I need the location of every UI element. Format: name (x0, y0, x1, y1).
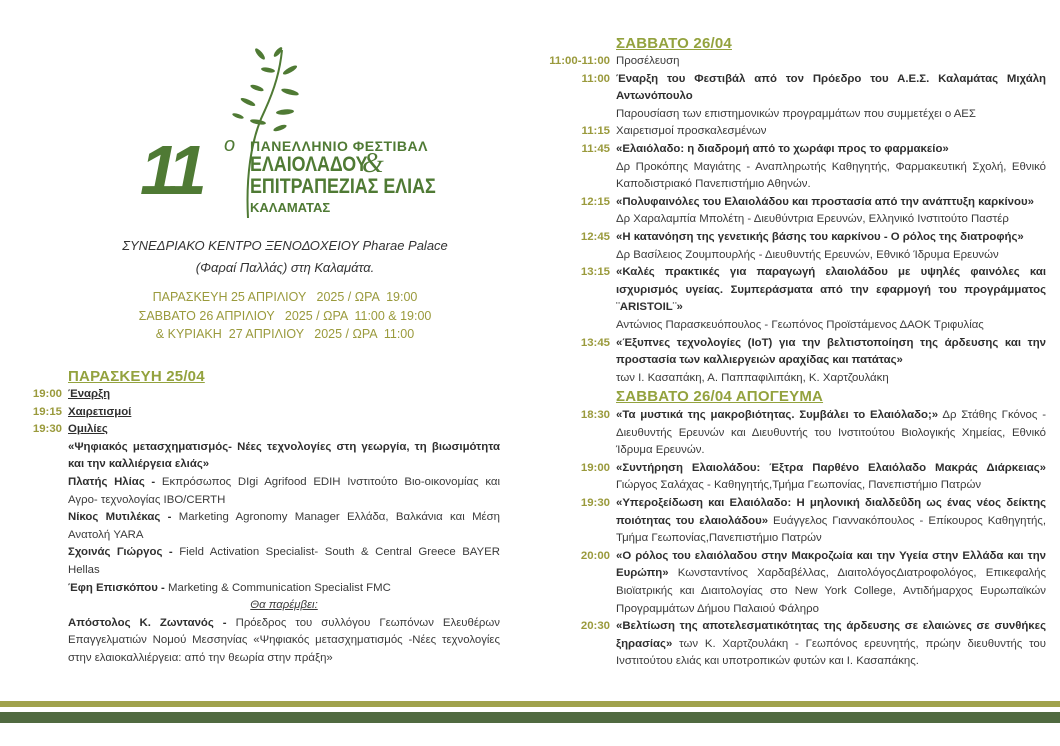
program-row (530, 618, 1046, 671)
logo-line-3: ΕΠΙΤΡΑΠΕΖΙΑΣ ΕΛΙΑΣ (250, 175, 436, 198)
talks-block (68, 439, 500, 668)
speaker: Δρ Προκόπης Μαγιάτης - Αναπληρωτής Καθηγητής, Φαρμακευτική Σχολή, Εθνικό Καποδιστριακό Πανεπιστήμιο Αθηνών. (616, 160, 1046, 191)
item-body (616, 229, 1046, 264)
item-body (616, 71, 1046, 124)
friday-program (24, 386, 500, 668)
talk-title: «Ψηφιακός μετασχηματισμός- Νέες τεχνολογίες στη γεωργία, τη βιωσιμότητα και την καλλιέργεια ελιάς» (68, 440, 500, 471)
venue-line-1: ΣΥΝΕΔΡΙΑΚΟ ΚΕΝΤΡΟ ΞΕΝΟΔΟΧΕΙΟΥ Pharae Palace (122, 238, 448, 253)
logo-ampersand: & (362, 148, 384, 179)
item-label: Χαιρετισμοί (68, 405, 132, 418)
logo-line-2: ΕΛΑΙΟΛΑΔΟΥ (250, 153, 368, 176)
program-row (530, 495, 1046, 548)
event-dates (100, 288, 470, 344)
date-line: ΠΑΡΑΣΚΕΥΗ 25 ΑΠΡΙΛΙΟΥ 2025 / ΩΡΑ 19:00 (152, 290, 418, 304)
speaker-role: Marketing & Communication Specialist FMC (168, 581, 391, 594)
talk-title: «Καλές πρακτικές για παραγωγή ελαιολάδου με υψηλές φαινόλες και ισχυρισμός υγείας. Συμπεράσματα από την εφαρμογή του προγράμματος ¨ARISTOIL¨» (616, 266, 1046, 314)
program-row (530, 71, 1046, 124)
venue (100, 235, 470, 279)
program-row (24, 421, 500, 439)
talk-title: Έναρξη του Φεστιβάλ από τον Πρόεδρο του Α.Ε.Σ. Καλαμάτας Μιχάλη Αντωνόπουλο (616, 72, 1046, 103)
speaker: Δρ Βασίλειος Ζουμπουρλής - Διευθυντής Ερευνών, Εθνικό Ίδρυμα Ερευνών (616, 248, 999, 261)
talk-title: «Βελτίωση της αποτελεσματικότητας της άρδευσης σε ελαιώνες σε συνθήκες ξηρασίας» (616, 620, 1046, 650)
program-row (530, 53, 1046, 71)
item-body (616, 123, 1046, 141)
speaker: Χαιρετισμοί προσκαλεσμένων (616, 125, 767, 138)
speaker-name: Έφη Επισκόπου - (68, 581, 168, 594)
item-label: Ομιλίες (68, 423, 108, 436)
logo-line-4: ΚΑΛΑΜΑΤΑΣ (250, 200, 331, 215)
program-row (530, 141, 1046, 194)
item-body (616, 460, 1046, 495)
item-body (616, 407, 1046, 460)
speaker: Γιώργος Σαλάχας - Καθηγητής,Τμήμα Γεωπονίας, Πανεπιστήμιο Πατρών (616, 479, 982, 492)
venue-line-2: (Φαραί Παλλάς) στη Καλαμάτα. (195, 260, 375, 275)
time: 18:30 (580, 409, 610, 421)
time: 11:45 (581, 142, 610, 155)
speaker-name: Νίκος Μυτιλέκας - (68, 511, 179, 524)
program-row (530, 460, 1046, 495)
speaker: Προσέλευση (616, 55, 680, 67)
speaker: Δρ Χαραλαμπία Μπολέτη - Διευθύντρια Ερευνών, Ελληνικό Ινστιτούτο Παστέρ (616, 213, 1009, 226)
speaker-name: Απόστολος Κ. Ζωντανός - (68, 616, 236, 629)
item-body (616, 335, 1046, 388)
speaker: Δρ Στάθης Γκόνος - Διευθυντής Ερευνών και Διευθυντής του Ινστιτούτου Βιολογικής Χημείας, Εθνικό Ίδρυμα Ερευνών. (616, 409, 1046, 457)
item-body (616, 495, 1046, 548)
time: 11:00 (581, 72, 610, 85)
speaker-role: Εκπρόσωπος DIgi Agrifood EDIH Ινστιτούτο Βιο-οικονομίας και Αγρο- τεχνολογίας IBO/CERTH (68, 475, 500, 506)
date-line: ΣΑΒΒΑΤΟ 26 ΑΠΡΙΛΙΟΥ 2025 / ΩΡΑ 11:00 & 19:00 (138, 308, 432, 323)
item-body (616, 548, 1046, 618)
item-body (616, 53, 1046, 71)
talk-title: «Ελαιόλαδο: η διαδρομή από το χωράφι προς το φαρμακείο» (616, 142, 949, 155)
program-row (24, 404, 500, 422)
time: 12:45 (580, 230, 610, 243)
saturday-heading: ΣΑΒΒΑΤΟ 26/04 (616, 35, 732, 52)
program-row (530, 194, 1046, 229)
program-row (24, 386, 500, 404)
saturday-program (530, 53, 1046, 387)
speaker: των Ι. Κασαπάκη, Α. Παππαφιλιπάκη, Κ. Χαρτζουλάκη (616, 371, 889, 384)
speaker-role: Marketing Agronomy Manager Ελλάδα, Βαλκάνια και Μέση Ανατολή YARA (68, 511, 500, 541)
item-label: Έναρξη (68, 388, 111, 400)
talk-title: «Πολυφαινόλες του Ελαιολάδου και προστασία από την ανάπτυξη καρκίνου» (616, 195, 1034, 208)
speaker (68, 544, 500, 579)
item-body (616, 264, 1046, 334)
logo-number: 11 (140, 131, 201, 209)
logo-line-1: ΠΑΝΕΛΛΗΝΙΟ ΦΕΣΤΙΒΑΛ (250, 138, 428, 154)
talk-title: «Η κατανόηση της γενετικής βάσης του καρκίνου - Ο ρόλος της διατροφής» (616, 230, 1024, 243)
time: 13:45 (580, 336, 610, 349)
speaker (68, 509, 500, 544)
speaker-role: Πρόεδρος του συλλόγου Γεωπόνων Ελευθέρων Επαγγελματιών Νομού Μεσσηνίας «Ψηφιακός μετασχηματισμός -Νέες τεχνολογίες στην ελαιοκαλλιέργεια: από την θεωρία στην πράξη» (68, 616, 500, 664)
date-line: & ΚΥΡΙΑΚΗ 27 ΑΠΡΙΛΙΟΥ 2025 / ΩΡΑ 11:00 (155, 327, 415, 341)
time: 19:00 (32, 388, 62, 400)
speaker-name: Σχοινάς Γιώργος - (68, 546, 180, 559)
item-body (616, 141, 1046, 194)
time: 19:00 (580, 461, 610, 474)
speaker: Κωνσταντίνος Χαρδαβέλλας, ΔιαιτολόγοςΔιατροφολόγος, Επικεφαλής Βιοϊατρικής και Διαιτολογίας στο New York College, Αντιδήμαρχος Ευρωπαϊκών Προγραμμάτων Δήμου Παλαιού Φάληρο (616, 567, 1046, 615)
program-row (530, 407, 1046, 460)
time: 19:15 (32, 405, 62, 418)
logo-ordinal: ο (224, 134, 236, 156)
talk-title: «Έξυπνες τεχνολογίες (IoT) για την βελτιστοποίηση της άρδευσης και την προστασία των καλλιεργειών αραχίδας και πατάτας» (616, 336, 1046, 367)
program-row (530, 264, 1046, 334)
footer-bar-light (0, 701, 1060, 707)
festival-logo (140, 40, 440, 220)
time: 20:30 (580, 620, 610, 633)
footer-bar-dark (0, 712, 1060, 723)
time: 19:30 (32, 423, 62, 436)
program-row (530, 229, 1046, 264)
time: 11:00-11:00 (549, 55, 610, 67)
speaker: των Κ. Χαρτζουλάκη - Γεωπόνος ερευνητής, πρώην διευθυντής του Ινστιτούτου ελιάς και υποτροπικών φυτών και Ι. Κασαπάκης. (616, 637, 1046, 668)
time: 11:15 (581, 125, 610, 138)
saturday-pm-heading: ΣΑΒΒΑΤΟ 26/04 ΑΠΟΓΕΥΜΑ (616, 388, 824, 405)
saturday-pm-program (530, 407, 1046, 671)
speaker: Παρουσίαση των επιστημονικών προγραμμάτων που συμμετέχει ο ΑΕΣ (616, 107, 976, 120)
speaker-role: Field Activation Specialist- South & Central Greece BAYER Hellas (68, 546, 500, 576)
speaker: Ευάγγελος Γιαννακόπουλος - Επίκουρος Καθηγητής, Τμήμα Γεωπονίας,Πανεπιστήμιο Πατρών (616, 514, 1047, 545)
speaker (68, 474, 500, 509)
intervention-label: Θα παρέμβει: (250, 599, 318, 612)
time: 20:00 (580, 549, 610, 562)
talk-title: «Συντήρηση Ελαιολάδου: Έξτρα Παρθένο Ελαιόλαδο Μακράς Διάρκειας» (616, 461, 1046, 474)
talk-title: «Τα μυστικά της μακροβιότητας. Συμβάλει το Ελαιόλαδο;» (616, 409, 939, 421)
time: 19:30 (580, 496, 610, 509)
talk-title: «Υπεροξείδωση και Ελαιόλαδο: Η μηλονική διαλδεΰδη ως ένας νέος δείκτης ποιότητας του ελαιολάδου» (616, 496, 1046, 527)
program-row (530, 123, 1046, 141)
speaker (68, 615, 500, 668)
talk-title: «Ο ρόλος του ελαιόλαδου στην Μακροζωία και την Υγεία στην Ελλάδα και την Ευρώπη» (616, 549, 1046, 580)
item-body (616, 194, 1046, 229)
program-row (530, 548, 1046, 618)
speaker-name: Πλατής Ηλίας - (68, 475, 162, 488)
speaker: Αντώνιος Παρασκευόπουλος - Γεωπόνος Προϊστάμενος ΔΑΟΚ Τριφυλίας (616, 318, 984, 331)
item-body (616, 618, 1046, 671)
friday-heading: ΠΑΡΑΣΚΕΥΗ 25/04 (68, 368, 205, 385)
program-row (530, 335, 1046, 388)
time: 12:15 (580, 195, 610, 208)
speaker (68, 580, 500, 598)
time: 13:15 (580, 266, 610, 279)
